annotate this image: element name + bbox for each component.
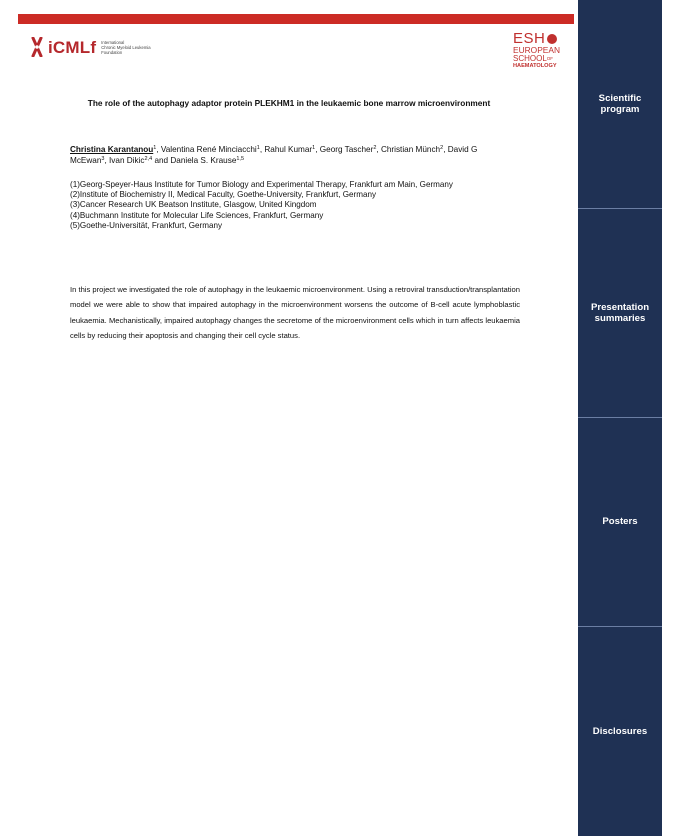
- esh-acronym: ESH: [513, 30, 546, 47]
- esh-line-school: $SCHOOL^{OF}$: [513, 53, 554, 63]
- affiliation-item: (3)Cancer Research UK Beatson Institute, Glasgow, United Kingdom: [70, 200, 317, 210]
- affiliation-item: (4)Buchmann Institute for Molecular Life Sciences, Frankfurt, Germany: [70, 210, 324, 220]
- affiliation-item: (1)Georg-Speyer-Haus Institute for Tumor Biology and Experimental Therapy, Frankfurt am Main, Germany: [70, 180, 453, 189]
- affiliation-item: (5)Goethe-Universität, Frankfurt, Germany: [70, 220, 223, 230]
- author-list: Christina Karantanou$^1$, Valentina René Minciacchi$^1$, Rahul Kumar$^1$, Georg Tascher$^2$, Christian Münch$^2$, David G McEwan$^3$, Ivan Dikic$^{2,4}$ and Daniela S. Krause$^{1,5}$: [70, 145, 478, 165]
- icmlf-tagline: International Chronic Myeloid Leukemia Foundation: [101, 39, 151, 55]
- abstract-title: The role of the autophagy adaptor protein PLEKHM1 in the leukaemic bone marrow microenvironment: [87, 98, 491, 108]
- esh-dot-icon: [547, 34, 557, 44]
- dna-chromosome-icon: [30, 37, 44, 57]
- esh-line-european: EUROPEAN: [513, 45, 561, 55]
- icmlf-logo: [30, 36, 161, 58]
- icmlf-wordmark: iCMLf: [48, 37, 97, 57]
- abstract-body: In this project we investigated the role of autophagy in the leukaemic microenvironment. Using a retroviral transduction/transplantation model we were able to show that impaired autophagy in the microenvironment worsens the outcome of B-cell acute lymphoblastic leukaemia. Mechanistically, impaired autophagy changes the secretome of the microenvironment cells which in turn affects leukaemia cells by reducing their apoptosis and changing their cell cycle status.: [70, 285, 520, 341]
- affiliation-list: [70, 180, 453, 231]
- nav-disclosures[interactable]: Disclosures: [592, 725, 648, 737]
- nav-scientific-program[interactable]: Scientific program: [598, 92, 642, 115]
- nav-presentation-summaries[interactable]: Presentation summaries: [590, 301, 650, 324]
- sidebar-nav: [578, 0, 662, 836]
- nav-posters[interactable]: Posters: [602, 516, 638, 528]
- esh-logo: [513, 32, 573, 76]
- header-accent-bar: [18, 14, 574, 24]
- affiliation-item: (2)Institute of Biochemistry II, Medical Faculty, Goethe-University, Frankfurt, Germany: [70, 190, 377, 200]
- presenting-author: Christina Karantanou: [70, 145, 154, 154]
- esh-line-haematology: HAEMATOLOGY: [513, 63, 557, 69]
